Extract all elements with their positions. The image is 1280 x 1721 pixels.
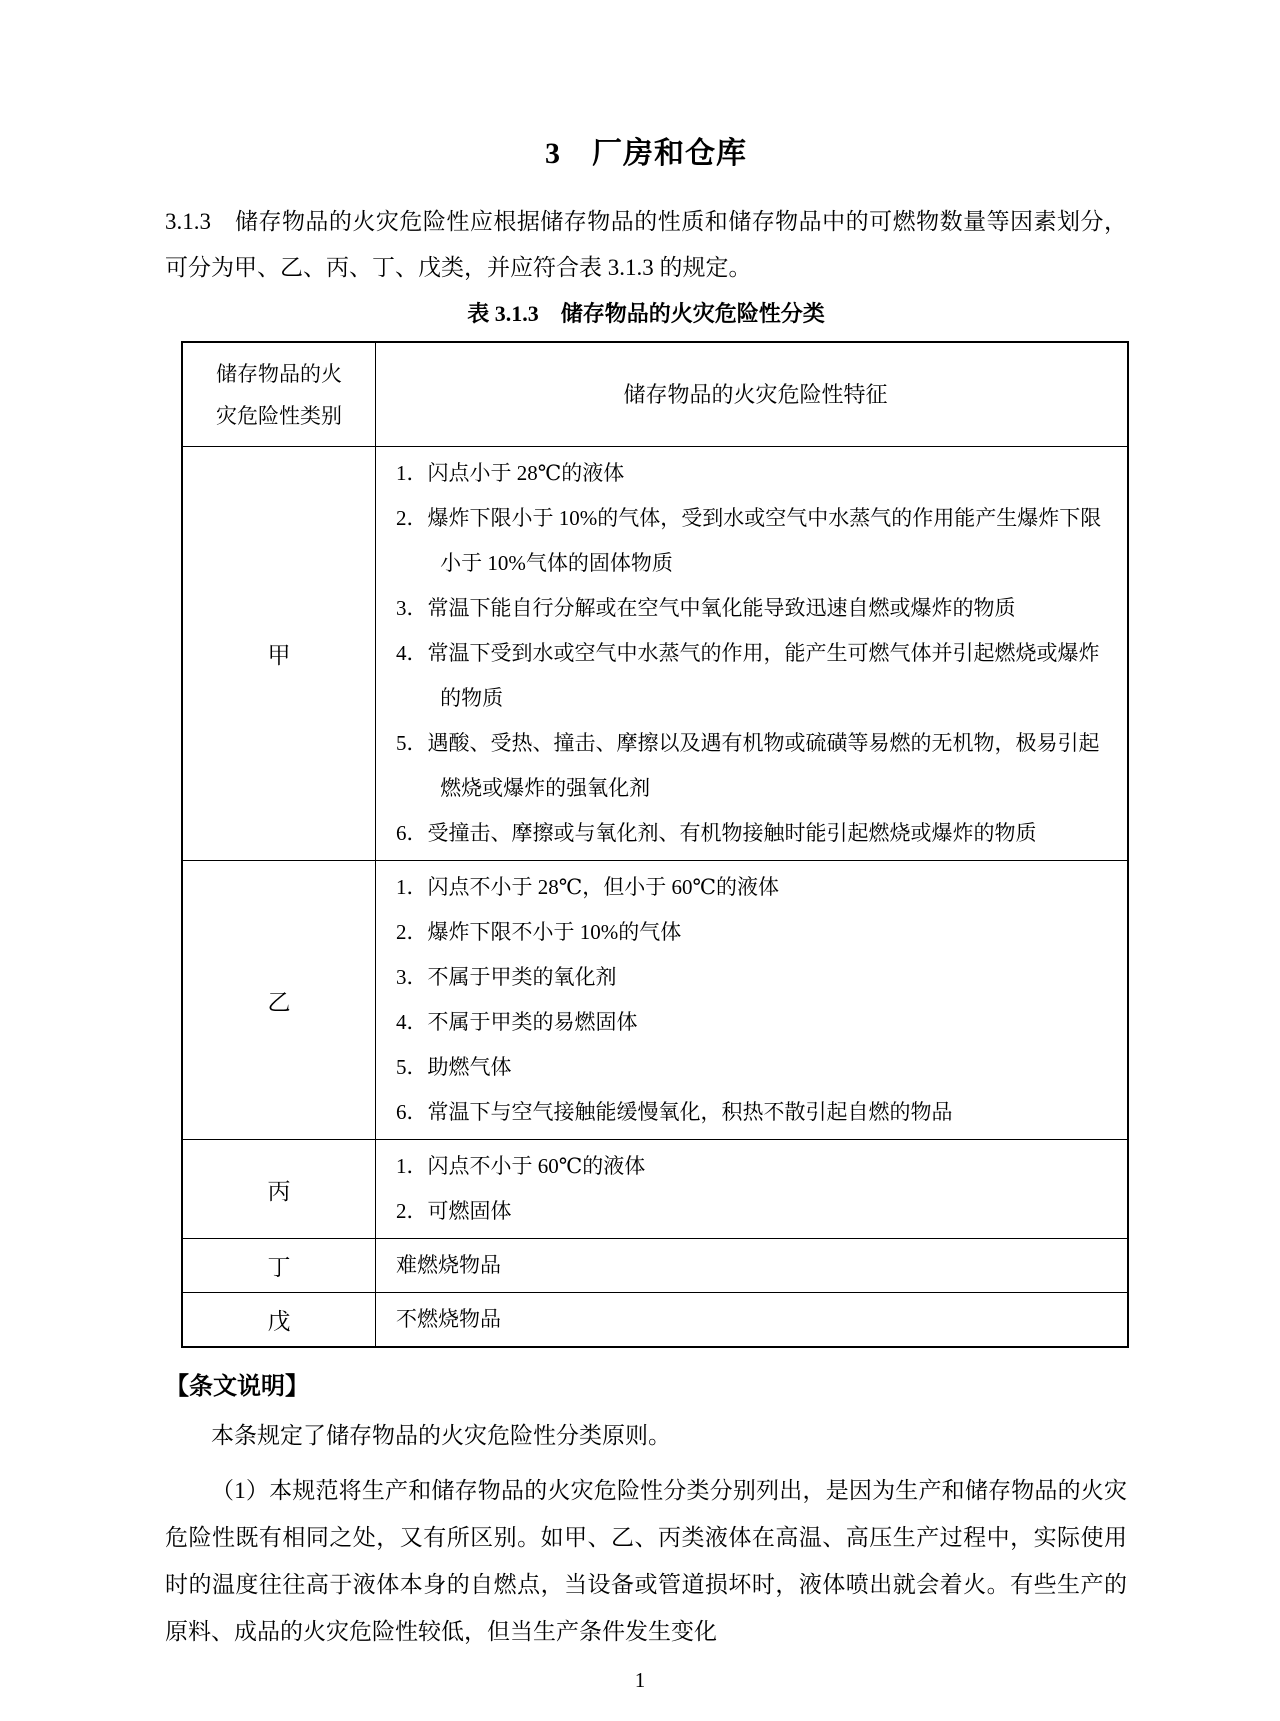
category-cell-yi: 乙 — [182, 861, 376, 1140]
column-header-category: 储存物品的火灾危险性类别 — [216, 361, 342, 428]
category-cell-wu: 戊 — [182, 1293, 376, 1348]
hazard-classification-table — [181, 341, 1129, 1348]
table-row-bing — [182, 1140, 1128, 1239]
hazard-item: 2．爆炸下限不小于 10%的气体 — [396, 920, 682, 944]
table-row-wu — [182, 1293, 1128, 1348]
hazard-item: 5．助燃气体 — [396, 1055, 512, 1079]
commentary-paragraph-1: 本条规定了储存物品的火灾危险性分类原则。 — [211, 1423, 671, 1448]
column-header-characteristics: 储存物品的火灾危险性特征 — [376, 342, 1129, 447]
characteristics-cell-yi — [376, 861, 1129, 1140]
hazard-item: 6．常温下与空气接触能缓慢氧化，积热不散引起自燃的物品 — [396, 1100, 953, 1124]
hazard-item: 不燃烧物品 — [396, 1307, 501, 1331]
category-cell-ding: 丁 — [182, 1239, 376, 1293]
hazard-item: 4．不属于甲类的易燃固体 — [396, 1010, 638, 1034]
table-header-row — [182, 342, 1128, 447]
hazard-item: 3．不属于甲类的氧化剂 — [396, 965, 617, 989]
characteristics-cell-wu — [376, 1293, 1129, 1348]
hazard-item: 3．常温下能自行分解或在空气中氧化能导致迅速自燃或爆炸的物质 — [396, 596, 1016, 620]
page-number: 1 — [634, 1668, 646, 1692]
hazard-item: 6．受撞击、摩擦或与氧化剂、有机物接触时能引起燃烧或爆炸的物质 — [396, 821, 1037, 845]
hazard-item: 1．闪点不小于 28℃，但小于 60℃的液体 — [396, 875, 779, 899]
characteristics-cell-jia — [376, 447, 1129, 861]
header-cell-category — [182, 342, 376, 447]
characteristics-cell-bing — [376, 1140, 1129, 1239]
category-cell-jia: 甲 — [182, 447, 376, 861]
table-row-yi — [182, 861, 1128, 1140]
commentary-header: 【条文说明】 — [165, 1373, 309, 1400]
hazard-item: 1．闪点不小于 60℃的液体 — [396, 1154, 646, 1178]
hazard-item: 2．可燃固体 — [396, 1199, 512, 1223]
hazard-item: 4．常温下受到水或空气中水蒸气的作用，能产生可燃气体并引起燃烧或爆炸的物质 — [396, 641, 1100, 710]
chapter-title: 3 厂房和仓库 — [545, 137, 747, 170]
commentary-paragraph-2: （1）本规范将生产和储存物品的火灾危险性分类分别列出，是因为生产和储存物品的火灾危险性既有相同之处，又有所区别。如甲、乙、丙类液体在高温、高压生产过程中，实际使用时的温度往往高于液体本身的自燃点，当设备或管道损坏时，液体喷出就会着火。有些生产的原料、成品的火灾危险性较低，但当生产条件发生变化 — [165, 1478, 1127, 1644]
category-cell-bing: 丙 — [182, 1140, 376, 1239]
hazard-item: 难燃烧物品 — [396, 1253, 501, 1277]
hazard-item: 2．爆炸下限小于 10%的气体，受到水或空气中水蒸气的作用能产生爆炸下限小于 10%气体的固体物质 — [396, 506, 1102, 575]
hazard-item: 5．遇酸、受热、撞击、摩擦以及遇有机物或硫磺等易燃的无机物，极易引起燃烧或爆炸的强氧化剂 — [396, 731, 1100, 800]
table-caption: 表 3.1.3 储存物品的火灾危险性分类 — [467, 301, 825, 326]
page-content — [165, 0, 1127, 1655]
table-row-jia — [182, 447, 1128, 861]
table-row-ding — [182, 1239, 1128, 1293]
hazard-item: 1．闪点小于 28℃的液体 — [396, 461, 625, 485]
clause-3-1-3-paragraph: 3.1.3 储存物品的火灾危险性应根据储存物品的性质和储存物品中的可燃物数量等因素划分，可分为甲、乙、丙、丁、戊类，并应符合表 3.1.3 的规定。 — [165, 209, 1127, 280]
characteristics-cell-ding — [376, 1239, 1129, 1293]
